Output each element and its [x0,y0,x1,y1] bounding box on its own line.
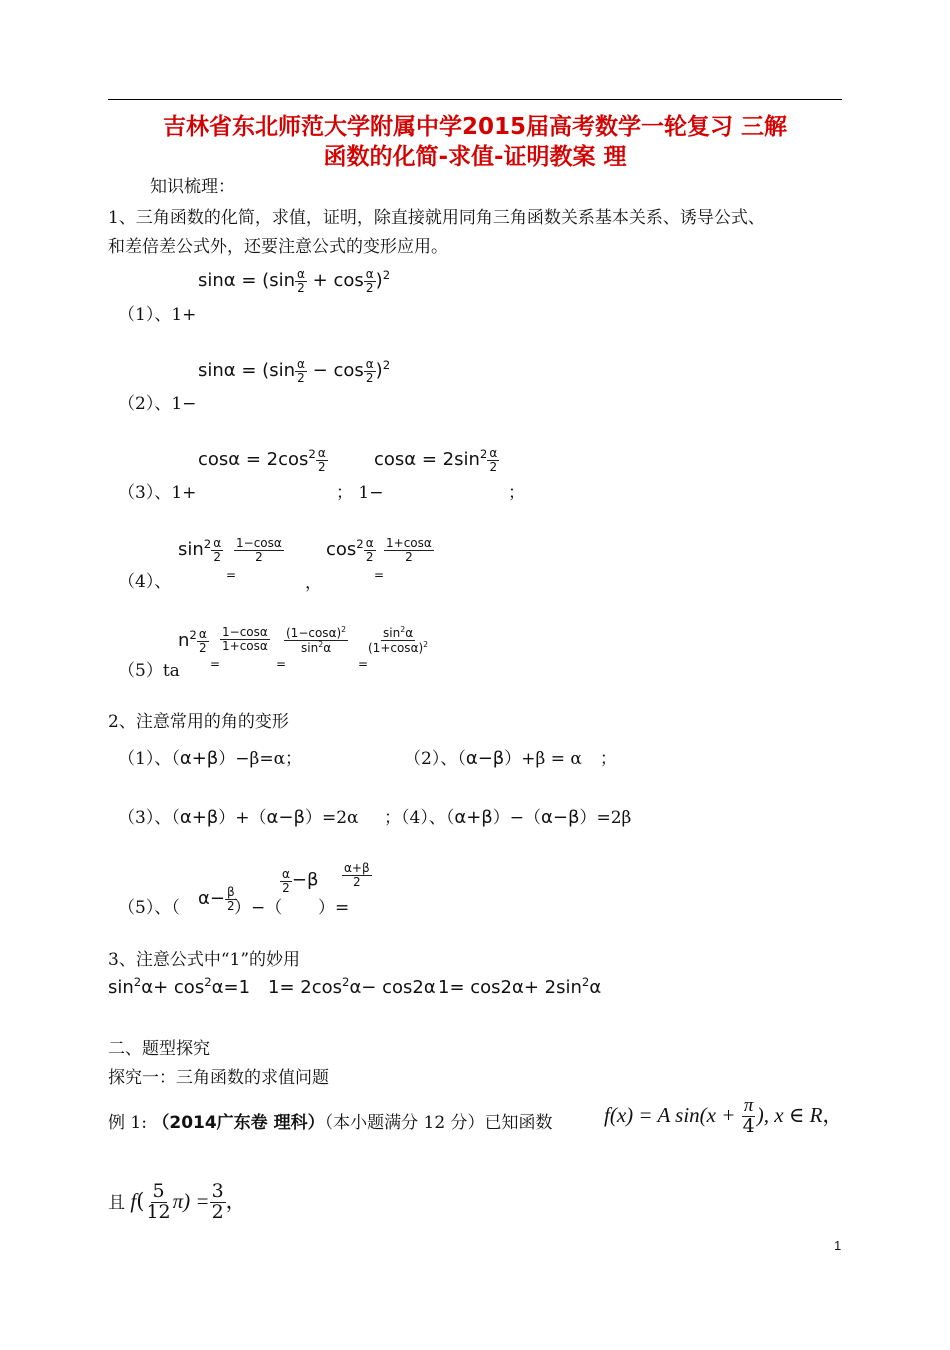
doc-title-line2: 函数的化简-求值-证明教案 理 [323,144,627,170]
knowledge-item1-line1: 1、三角函数的化简，求值，证明，除直接就用同角三角函数关系基本关系、诱导公式、 [108,208,765,228]
example-1: 例 1: （2014广东卷 理科）（本小题满分 12 分）已知函数 [108,1113,553,1133]
formula-3-label: （3）、1+ [118,483,197,503]
formula-2-label: （2）、1− [118,394,197,414]
formula-3a: $\cos\alpha = 2\cos^2$ $\frac{\alpha}{2}$ [198,446,326,474]
formula-1: sinα = (sin $\frac{\alpha}{2}$ + cos $\frac{\alpha}{2}$ )$^2$ [198,267,391,295]
doc-title-line1: 吉林省东北师范大学附属中学2015届高考数学一轮复习 三解 [162,114,788,140]
identity-2: $1= 2\cos^2\alpha- \cos 2\alpha$ [268,975,436,998]
example-1-given: 且 f( $\frac{5}{12}$ π) = $\frac{3}{2}$ ， [108,1180,247,1223]
angle-5-first: α− $\frac{\beta}{2}$ [198,885,235,913]
formula-3-separator: ； 1− [336,483,384,503]
formula-5-frac1: $\frac{1-\cos\alpha}{1+\cos\alpha}$ [222,625,268,653]
formula-3-end: ； [508,483,525,503]
formula-5-frac2: $\frac{(1-\cos\alpha)^2}{\sin^2\alpha}$ [286,625,347,655]
section2-heading: 2、注意常用的角的变形 [108,712,289,732]
formula-5-label: （5）ta [118,661,180,681]
formula-4-label: （4）、 [118,572,172,592]
angle-5-mid: ）−（ [234,898,283,918]
formula-5-eq1: = [210,657,221,671]
angle-5-tail: ）= [318,898,350,918]
angle-1: （1）、（α+β）−β=α； [118,748,303,769]
section-two-heading: 二、题型探究 [108,1039,210,1059]
example-1-formula: f(x) = A sin(x + $\frac{\pi}{4}$ ), x ∈ R， [604,1095,844,1137]
knowledge-item1-line2: 和差倍差公式外，还要注意公式的变形应用。 [108,237,448,257]
angle-4: ；（4）、（α+β）−（α−β）=2β [384,807,632,828]
explore-1-heading: 探究一：三角函数的求值问题 [108,1068,329,1088]
formula-4a-eq: = [226,568,237,582]
formula-3b: $\cos\alpha = 2\sin^2$ $\frac{\alpha}{2}$ [374,446,498,474]
knowledge-heading: 知识梳理： [150,177,235,197]
angle-5-label: （5）、（ [118,898,180,918]
formula-2: sinα = (sin $\frac{\alpha}{2}$ − cos $\frac{\alpha}{2}$ )$^2$ [198,357,391,385]
formula-5-eq3: = [358,657,369,671]
header-rule [108,99,842,100]
identity-3: $1= \cos 2\alpha+ 2\sin^2\alpha$ [438,975,602,998]
formula-4-comma: ， [305,573,322,593]
angle-2: （2）、（α−β）+β = α ； [404,748,617,769]
angle-5-rhs: $\frac{\alpha+\beta}{2}$ [344,861,370,889]
formula-5-lhs: $n^2$ $\frac{\alpha}{2}$ [178,627,207,655]
angle-5-second: $\frac{\alpha}{2}$ −β [282,867,319,895]
formula-4b-eq: = [374,568,385,582]
page-number: 1 [834,1238,842,1253]
formula-4b-frac: $\frac{1+\cos\alpha}{2}$ [386,536,432,564]
formula-5-eq2: = [276,657,287,671]
formula-4b: $\cos^2$ $\frac{\alpha}{2}$ [326,536,374,564]
section3-heading: 3、注意公式中“1”的妙用 [108,950,301,970]
formula-4a: $\sin^2$ $\frac{\alpha}{2}$ [178,536,222,564]
formula-4a-frac: $\frac{1-\cos\alpha}{2}$ [236,536,282,564]
formula-5-frac3: $\frac{\sin^2\alpha}{(1+\cos\alpha)^2}$ [368,625,429,655]
angle-3: （3）、（α+β）+（α−β）=2α [118,807,359,828]
identity-1: $\sin^2\alpha+ \cos^2\alpha=1$ [108,975,251,998]
formula-1-label: （1）、1+ [118,305,197,325]
